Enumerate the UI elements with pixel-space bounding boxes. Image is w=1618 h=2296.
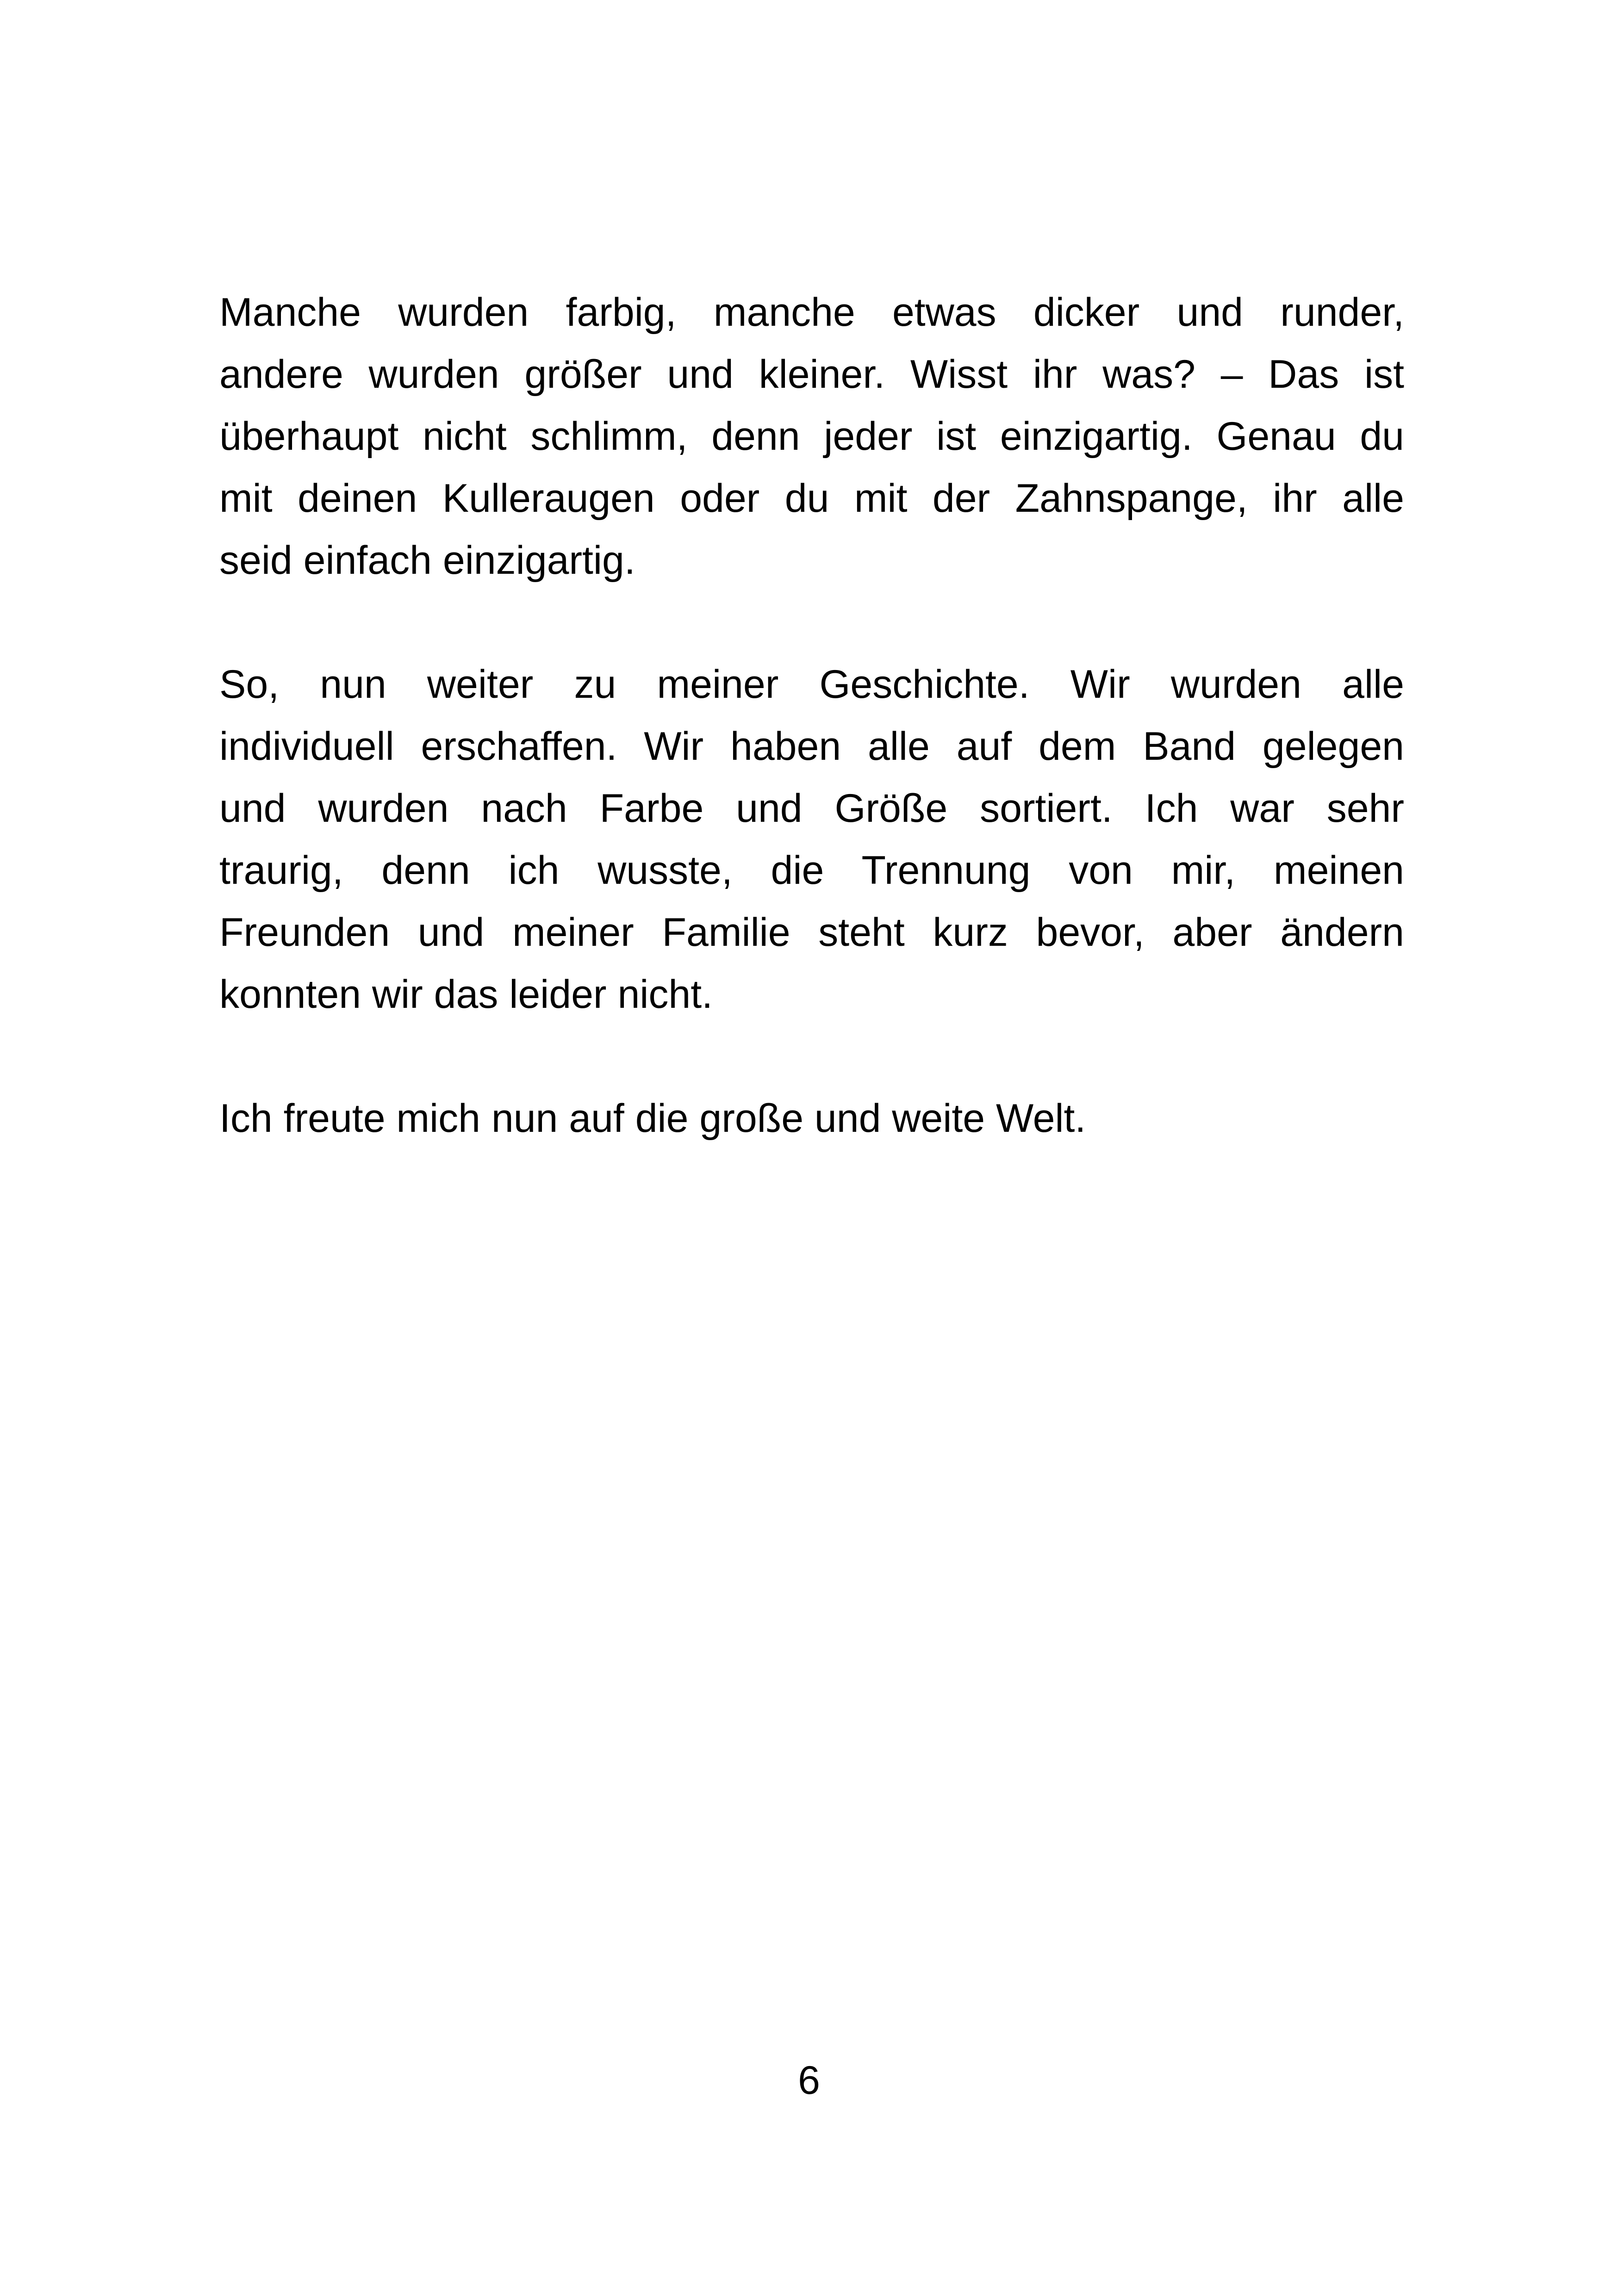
text-line: überhaupt nicht schlimm, denn jeder ist einzigartig. Genau du [219, 414, 1404, 459]
text-line: Manche wurden farbig, manche etwas dicker und runder, [219, 290, 1404, 335]
text-line: konnten wir das leider nicht. [219, 972, 713, 1017]
text-line: individuell erschaffen. Wir haben alle auf dem Band gelegen [219, 724, 1404, 769]
text-line: So, nun weiter zu meiner Geschichte. Wir wurden alle [219, 662, 1404, 707]
text-line: und wurden nach Farbe und Größe sortiert. Ich war sehr [219, 786, 1404, 831]
paragraph-3 [219, 1087, 1404, 1149]
text-line: mit deinen Kulleraugen oder du mit der Zahnspange, ihr alle [219, 476, 1404, 521]
text-line: andere wurden größer und kleiner. Wisst ihr was? – Das ist [219, 352, 1404, 397]
body-text [219, 281, 1404, 1211]
text-line: seid einfach einzigartig. [219, 538, 635, 583]
paragraph-1 [219, 281, 1404, 591]
text-line: Freunden und meiner Familie steht kurz bevor, aber ändern [219, 910, 1404, 955]
text-line: Ich freute mich nun auf die große und weite Welt. [219, 1096, 1086, 1141]
text-line: traurig, denn ich wusste, die Trennung von mir, meinen [219, 848, 1404, 893]
paragraph-2 [219, 653, 1404, 1025]
page-number: 6 [798, 2058, 820, 2103]
